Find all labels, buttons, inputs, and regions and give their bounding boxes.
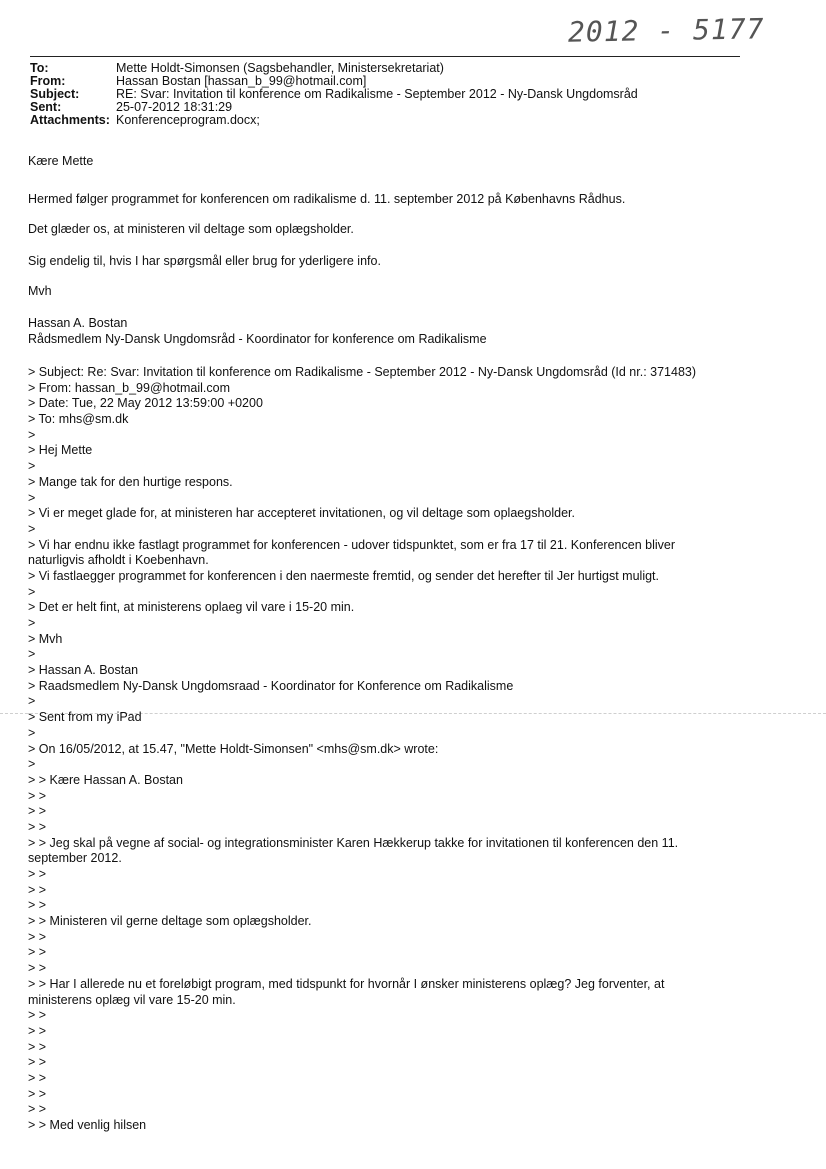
quoted-line: > Hej Mette [28,443,93,458]
quoted-line: > Vi har endnu ikke fastlagt programmet for konferencen - udover tidspunktet, som er fra 17 til 21. Konferencen bliver [28,537,675,552]
case-number-stamp: 2012 - 5177 [567,12,765,49]
quoted-line: september 2012. [28,851,122,866]
quoted-line: > From: hassan_b_99@hotmail.com [28,380,231,395]
quoted-line: > Vi er meget glade for, at ministeren har accepteret invitationen, og vil deltage som oplaegsholder. [28,506,575,521]
quoted-line: > > Kære Hassan A. Bostan [28,772,183,787]
quoted-line: > > [28,898,47,913]
header-divider [30,56,740,57]
quoted-line: > > [28,1055,47,1070]
quoted-line: > [28,616,36,630]
quoted-line: > > [28,1086,47,1101]
quoted-line: > Hassan A. Bostan [28,663,139,678]
sent-label: Sent: [30,100,62,114]
from-value: Hassan Bostan [hassan_b_99@hotmail.com] [116,74,367,88]
signature-name: Hassan A. Bostan [28,316,128,330]
email-header [30,62,638,127]
quoted-line: > [28,459,36,474]
subject-value: RE: Svar: Invitation til konference om Radikalisme - September 2012 - Ny-Dansk Ungdomsråd [116,87,638,101]
quoted-line: > > [28,1039,47,1054]
quoted-line: > > [28,1008,47,1023]
quoted-line: > Subject: Re: Svar: Invitation til konference om Radikalisme - September 2012 - Ny-Dansk Ungdomsråd (Id nr.: 371483) [28,365,697,379]
quoted-line: > > [28,945,47,960]
quoted-thread [28,365,818,1134]
quoted-line: > On 16/05/2012, at 15.47, "Mette Holdt-Simonsen" <mhs@sm.dk> wrote: [28,741,439,756]
quoted-line: > > Ministeren vil gerne deltage som oplægsholder. [28,914,312,929]
quoted-line: > To: mhs@sm.dk [28,412,129,427]
quoted-line: ministerens oplæg vil vare 15-20 min. [28,992,236,1007]
attachments-label: Attachments: [30,113,110,127]
subject-label: Subject: [30,87,80,101]
quoted-line: > > [28,1023,47,1038]
quoted-line: > > [28,804,47,819]
sent-value: 25-07-2012 18:31:29 [116,100,233,114]
quoted-line: > [28,584,36,599]
quoted-line: > > [28,1102,47,1117]
quoted-line: > Date: Tue, 22 May 2012 13:59:00 +0200 [28,396,263,411]
signature-title: Rådsmedlem Ny-Dansk Ungdomsråd - Koordinator for konference om Radikalisme [28,332,487,346]
quoted-line: > Mange tak for den hurtige respons. [28,474,233,489]
quoted-line: naturligvis afholdt i Koebenhavn. [28,553,209,568]
quoted-line: > > [28,788,47,803]
quoted-line: > > [28,867,47,881]
attachments-value: Konferenceprogram.docx; [116,113,260,127]
quoted-line: > > [28,1070,47,1085]
quoted-line: > [28,694,36,709]
to-label: To: [30,61,49,75]
quoted-line: > Vi fastlaegger programmet for konferencen i den naermeste fremtid, og sender det herefter til Jer hurtigst muligt. [28,568,659,583]
greeting: Kære Mette [28,154,94,168]
quoted-line: > Det er helt fint, at ministerens oplaeg vil vare i 15-20 min. [28,600,355,615]
from-label: From: [30,74,66,88]
quoted-line: > [28,427,36,442]
quoted-line: > [28,490,36,505]
body-paragraph-2: Det glæder os, at ministeren vil deltage som oplægsholder. [28,222,354,236]
body-paragraph-3: Sig endelig til, hvis I har spørgsmål eller brug for yderligere info. [28,254,381,268]
quoted-line: > [28,757,36,772]
quoted-line: > Mvh [28,631,63,646]
quoted-line: > > Jeg skal på vegne af social- og integrationsminister Karen Hækkerup takke for invitationen til konferencen den 11. [28,835,679,850]
quoted-line: > [28,725,36,740]
quoted-line: > > [28,819,47,834]
to-value: Mette Holdt-Simonsen (Sagsbehandler, Ministersekretariat) [116,61,444,75]
attachments-row [30,114,638,127]
quoted-line: > > Med venlig hilsen [28,1118,147,1132]
quoted-line: > Sent from my iPad [28,710,142,725]
quoted-line: > [28,521,36,536]
closing: Mvh [28,284,52,298]
quoted-line: > [28,647,36,662]
quoted-line: > Raadsmedlem Ny-Dansk Ungdomsraad - Koordinator for Konference om Radikalisme [28,678,514,693]
quoted-line: > > [28,929,47,944]
quoted-line: > > [28,961,47,976]
body-paragraph-1: Hermed følger programmet for konferencen om radikalisme d. 11. september 2012 på Københavns Rådhus. [28,192,626,206]
quoted-line: > > [28,882,47,897]
quoted-line: > > Har I allerede nu et foreløbigt program, med tidspunkt for hvornår I ønsker ministerens oplæg? Jeg forventer, at [28,976,665,991]
